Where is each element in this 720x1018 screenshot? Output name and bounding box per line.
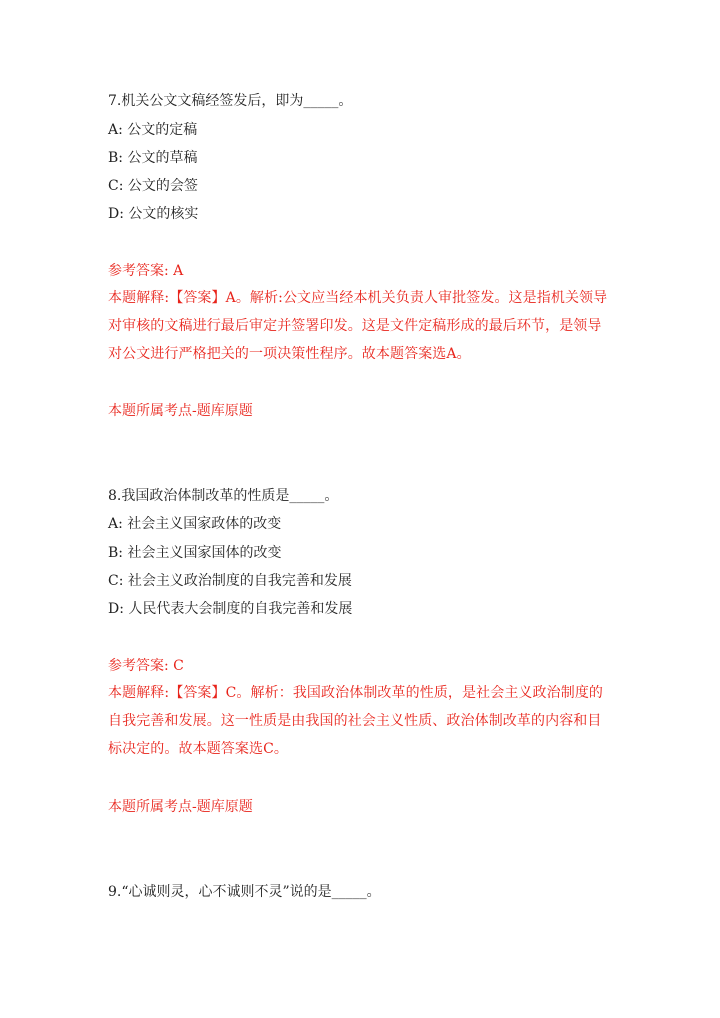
question-8-option-a: A: 社会主义国家政体的改变 bbox=[108, 516, 282, 532]
question-8-option-d: D: 人民代表大会制度的自我完善和发展 bbox=[108, 601, 353, 617]
question-7-option-d: D: 公文的核实 bbox=[108, 206, 199, 222]
question-8-option-c: C: 社会主义政治制度的自我完善和发展 bbox=[108, 573, 352, 589]
question-8-source: 本题所属考点-题库原题 bbox=[108, 799, 253, 815]
question-7-explanation: 本题解释:【答案】A。解析:公文应当经本机关负责人审批签发。这是指机关领导对审核的文稿进行最后审定并签署印发。这是文件定稿形成的最后环节，是领导对公文进行严格把关的一项决策性程序。故本题答案选A。 bbox=[108, 290, 608, 362]
question-7-stem: 7.机关公文文稿经签发后，即为_____。 bbox=[108, 93, 353, 109]
question-7-answer: 参考答案: A bbox=[108, 263, 184, 279]
question-8-option-b: B: 社会主义国家国体的改变 bbox=[108, 545, 282, 561]
question-8-stem: 8.我国政治体制改革的性质是_____。 bbox=[108, 488, 339, 504]
question-7-option-b: B: 公文的草稿 bbox=[108, 150, 198, 166]
question-8-answer: 参考答案: C bbox=[108, 658, 184, 674]
question-7-option-a: A: 公文的定稿 bbox=[108, 122, 198, 138]
question-7-option-c: C: 公文的会签 bbox=[108, 178, 198, 194]
question-7-source: 本题所属考点-题库原题 bbox=[108, 403, 253, 419]
question-8-explanation: 本题解释:【答案】C。解析：我国政治体制改革的性质，是社会主义政治制度的自我完善和发展。这一性质是由我国的社会主义性质、政治体制改革的内容和目标决定的。故本题答案选C。 bbox=[108, 685, 604, 757]
question-9-stem: 9.“心诚则灵，心不诚则不灵”说的是_____。 bbox=[108, 884, 381, 900]
